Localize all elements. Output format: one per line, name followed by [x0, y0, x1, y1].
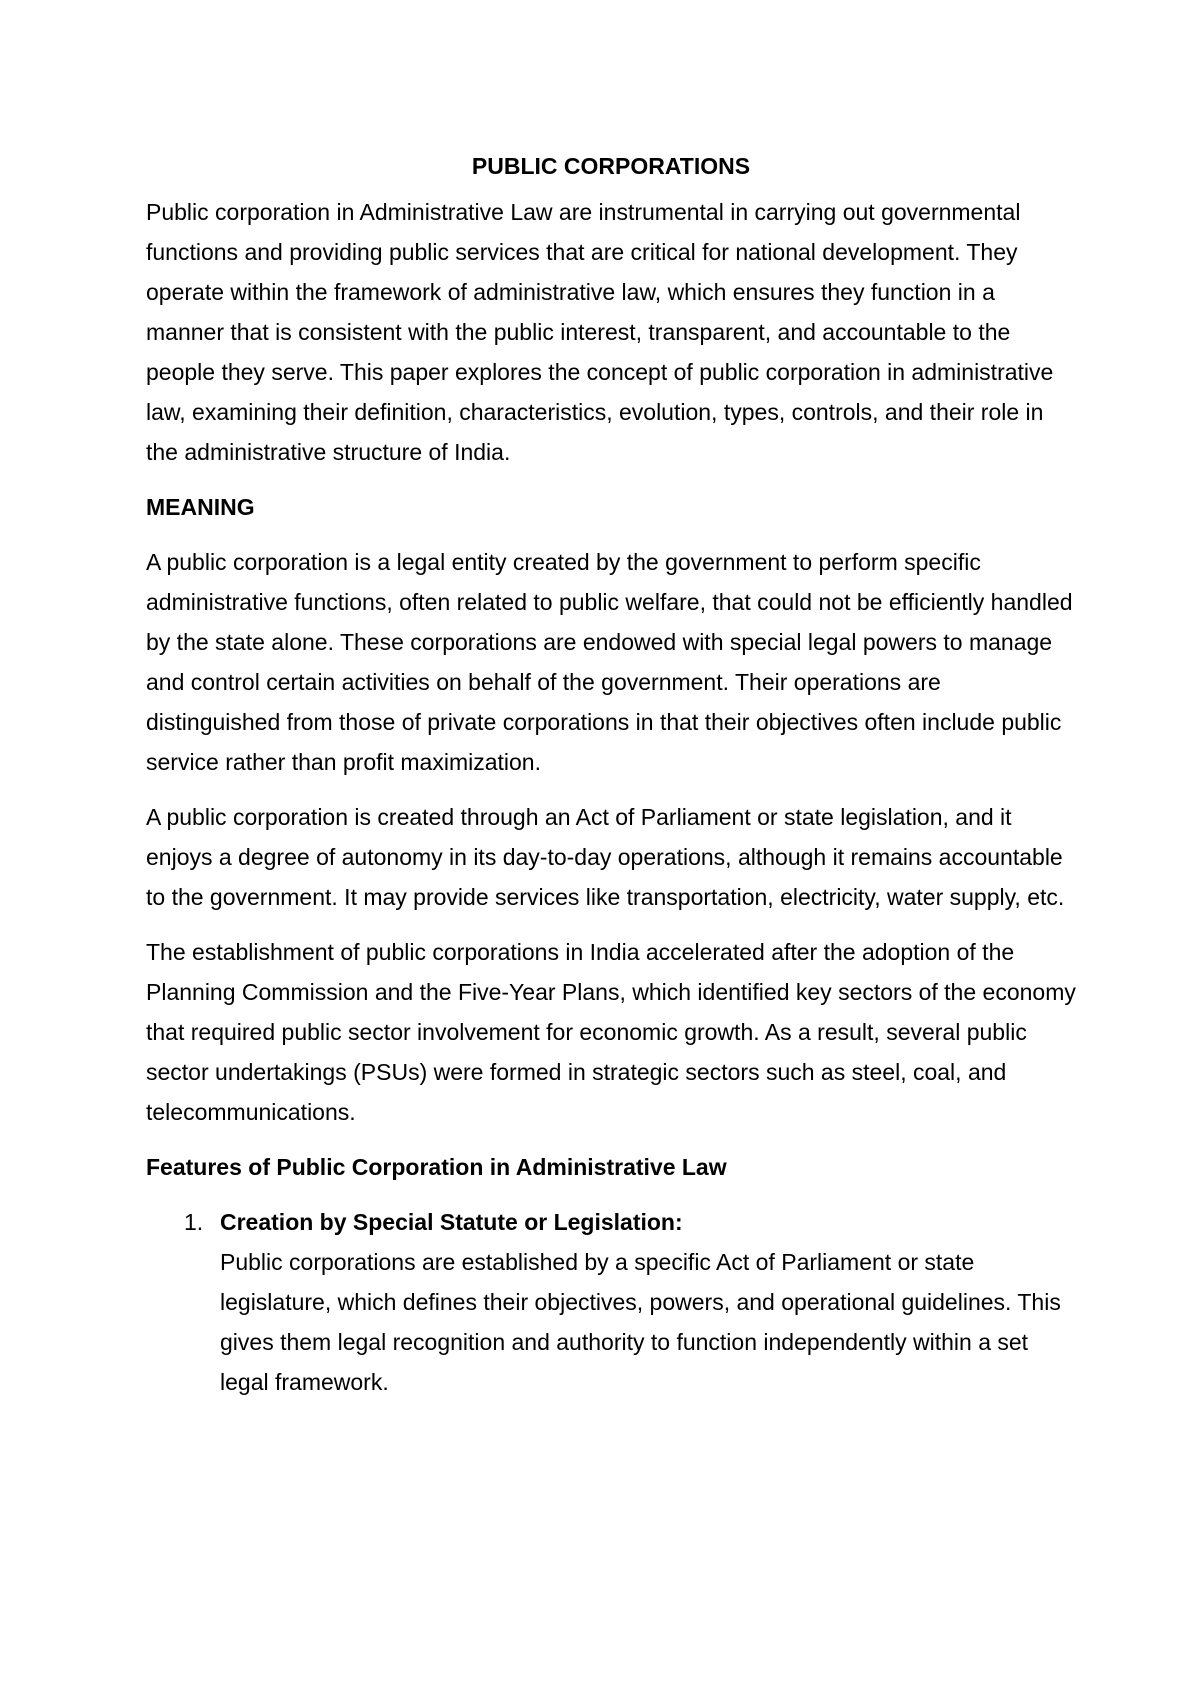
meaning-paragraph-3: The establishment of public corporations in India accelerated after the adoption of the Planning Commission and the Five-Year Plans, which identified key sectors of the economy that required public sector involvement for economic growth. As a result, several public sector undertakings (PSUs) were formed in strategic sectors such as steel, coal, and telecommunications. — [146, 939, 1076, 1125]
feature-title: Creation by Special Statute or Legislation: — [220, 1209, 683, 1235]
meaning-heading: MEANING — [146, 494, 255, 520]
feature-body: Public corporations are established by a specific Act of Parliament or state legislature, which defines their objectives, powers, and operational guidelines. This gives them legal recognition and authority to function independently within a set legal framework. — [220, 1249, 1061, 1395]
features-heading: Features of Public Corporation in Administrative Law — [146, 1154, 727, 1180]
feature-number: 1. — [184, 1209, 204, 1235]
feature-item — [146, 1202, 1076, 1402]
meaning-paragraph-1: A public corporation is a legal entity created by the government to perform specific administrative functions, often related to public welfare, that could not be efficiently handled by the state alone. These corporations are endowed with special legal powers to manage and control certain activities on behalf of the government. Their operations are distinguished from those of private corporations in that their objectives often include public service rather than profit maximization. — [146, 549, 1073, 775]
features-list — [146, 1202, 1076, 1402]
document-title: PUBLIC CORPORATIONS — [471, 153, 751, 179]
intro-paragraph: Public corporation in Administrative Law are instrumental in carrying out governmental functions and providing public services that are critical for national development. They operate within the framework of administrative law, which ensures they function in a manner that is consistent with the public interest, transparent, and accountable to the people they serve. This paper explores the concept of public corporation in administrative law, examining their definition, characteristics, evolution, types, controls, and their role in the administrative structure of India. — [146, 199, 1054, 465]
meaning-paragraph-2: A public corporation is created through an Act of Parliament or state legislation, and it enjoys a degree of autonomy in its day-to-day operations, although it remains accountable to the government. It may provide services like transportation, electricity, water supply, etc. — [146, 804, 1065, 910]
document-content — [146, 146, 1076, 1402]
